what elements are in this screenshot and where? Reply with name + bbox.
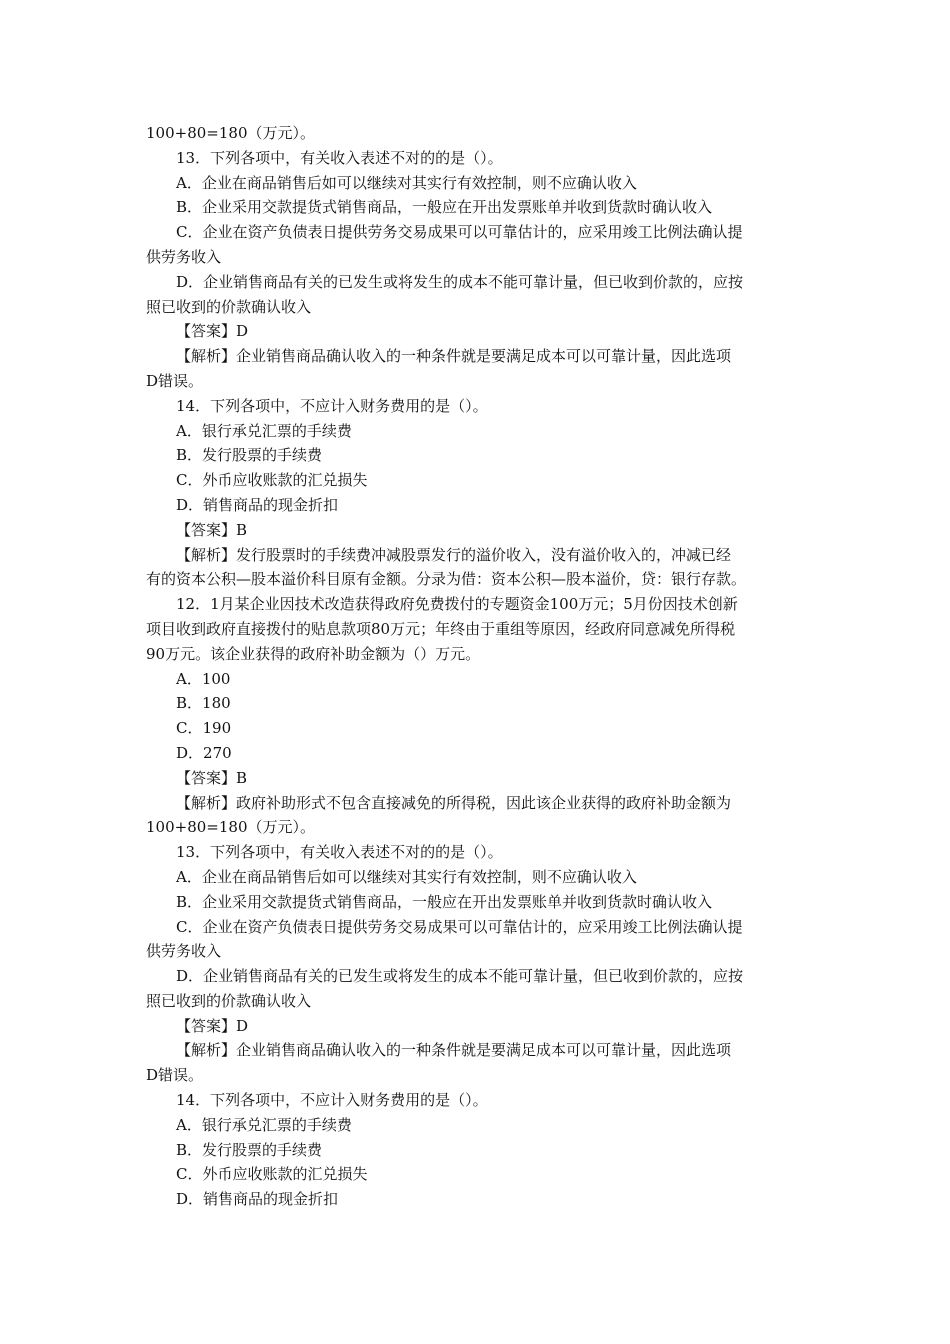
text-line: A．企业在商品销售后如可以继续对其实行有效控制，则不应确认收入 (176, 173, 637, 192)
text-line: C．外币应收账款的汇兑损失 (176, 1165, 368, 1184)
text-line: A．企业在商品销售后如可以继续对其实行有效控制，则不应确认收入 (176, 867, 637, 886)
text-line: 【答案】B (176, 768, 248, 787)
text-line: 供劳务收入 (146, 942, 222, 961)
text-line: 90万元。该企业获得的政府补助金额为（）万元。 (146, 644, 481, 663)
text-line: C．190 (176, 719, 232, 738)
text-line: 项目收到政府直接拨付的贴息款项80万元；年终由于重组等原因，经政府同意减免所得税 (146, 619, 736, 638)
text-line: 100+80=180（万元）。 (146, 124, 315, 142)
text-line: 【解析】企业销售商品确认收入的一种条件就是要满足成本可以可靠计量，因此选项 (176, 347, 732, 366)
text-line: 14．下列各项中，不应计入财务费用的是（）。 (176, 396, 488, 415)
text-line: D．销售商品的现金折扣 (176, 495, 339, 514)
text-line: 有的资本公积—股本溢价科目原有金额。分录为借：资本公积—股本溢价，贷：银行存款。 (146, 570, 747, 589)
text-line: C．外币应收账款的汇兑损失 (176, 471, 368, 490)
text-line: 照已收到的价款确认收入 (146, 991, 312, 1010)
text-line: 13．下列各项中，有关收入表述不对的的是（）。 (176, 843, 503, 862)
text-line: A．银行承兑汇票的手续费 (176, 1115, 352, 1134)
text-line: C．企业在资产负债表日提供劳务交易成果可以可靠估计的，应采用竣工比例法确认提 (176, 917, 743, 936)
text-line: D错误。 (146, 1066, 204, 1085)
text-line: C．企业在资产负债表日提供劳务交易成果可以可靠估计的，应采用竣工比例法确认提 (176, 223, 743, 242)
text-line: 【答案】B (176, 520, 248, 539)
text-line: D．销售商品的现金折扣 (176, 1190, 339, 1209)
text-line: 12．1月某企业因技术改造获得政府免费拨付的专题资金100万元；5月份因技术创新 (176, 595, 738, 614)
text-line: B．180 (176, 694, 231, 713)
text-line: 【解析】发行股票时的手续费冲减股票发行的溢价收入，没有溢价收入的，冲减已经 (176, 545, 732, 564)
text-line: D．企业销售商品有关的已发生或将发生的成本不能可靠计量，但已收到价款的，应按 (176, 272, 744, 291)
text-line: B．发行股票的手续费 (176, 1140, 323, 1159)
text-line: 【解析】企业销售商品确认收入的一种条件就是要满足成本可以可靠计量，因此选项 (176, 1041, 732, 1060)
text-line: 【答案】D (176, 1016, 249, 1035)
text-line: D．270 (176, 743, 232, 762)
text-line: 【答案】D (176, 322, 249, 341)
text-line: A．100 (176, 669, 231, 688)
text-line: 13．下列各项中，有关收入表述不对的的是（）。 (176, 148, 503, 167)
text-line: 100+80=180（万元）。 (146, 818, 315, 837)
text-line: 【解析】政府补助形式不包含直接减免的所得税，因此该企业获得的政府补助金额为 (176, 793, 732, 812)
text-line: A．银行承兑汇票的手续费 (176, 421, 352, 440)
text-line: B．企业采用交款提货式销售商品，一般应在开出发票账单并收到货款时确认收入 (176, 198, 713, 217)
document-page (146, 121, 810, 1212)
text-line: B．企业采用交款提货式销售商品，一般应在开出发票账单并收到货款时确认收入 (176, 892, 713, 911)
text-line: B．发行股票的手续费 (176, 446, 323, 465)
text-line: 供劳务收入 (146, 247, 222, 266)
text-line: D错误。 (146, 371, 204, 390)
text-line: D．企业销售商品有关的已发生或将发生的成本不能可靠计量，但已收到价款的，应按 (176, 967, 744, 986)
text-line: 14．下列各项中，不应计入财务费用的是（）。 (176, 1091, 488, 1110)
text-line: 照已收到的价款确认收入 (146, 297, 312, 316)
